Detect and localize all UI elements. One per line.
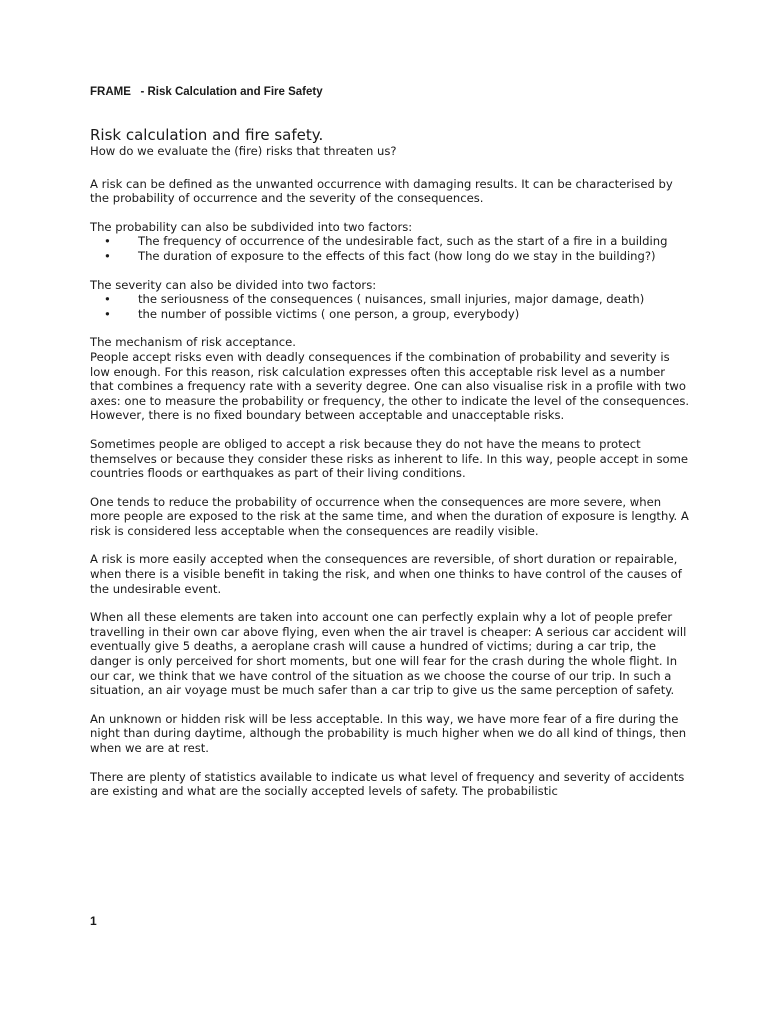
probability-intro: The probability can also be subdivided into two factors: xyxy=(90,219,413,234)
document-subtitle: How do we evaluate the (fire) risks that threaten us? xyxy=(90,144,397,158)
severity-intro: The severity can also be divided into two factors: xyxy=(90,277,377,292)
page-number: 1 xyxy=(90,914,97,928)
document-title: Risk calculation and fire safety. xyxy=(90,126,324,144)
paragraph-reduce-probability: One tends to reduce the probability of occurrence when the consequences are more severe, when more people are exposed to the risk at the same time, and when the duration of exposure is lengthy. A risk is considered less acceptable when the consequences are readily visible. xyxy=(90,494,689,538)
paragraph-definition: A risk can be defined as the unwanted occurrence with damaging results. It can be characterised by the probability of occurrence and the severity of the consequences. xyxy=(90,176,673,206)
section-heading-risk-acceptance: The mechanism of risk acceptance. xyxy=(90,335,296,350)
paragraph-hidden-risk: An unknown or hidden risk will be less acceptable. In this way, we have more fear of a fire during the night than during daytime, although the probability is much higher when we do all kind of things, then when we are at rest. xyxy=(90,711,687,755)
paragraph-risk-acceptance: People accept risks even with deadly consequences if the combination of probability and severity is low enough. For this reason, risk calculation expresses often this acceptable risk level as a number that combines a frequency rate with a severity degree. One can also visualise risk in a profile with two axes: one to measure the probability or frequency, the other to indicate the level of the consequences. However, there is no fixed boundary between acceptable and unacceptable risks. xyxy=(90,349,690,423)
list-item: • the seriousness of the consequences ( nuisances, small injuries, major damage, death) xyxy=(90,292,690,307)
severity-list xyxy=(90,292,690,321)
paragraph-obliged: Sometimes people are obliged to accept a risk because they do not have the means to protect themselves or because they consider these risks as inherent to life. In this way, people accept in some countries floods or earthquakes as part of their living conditions. xyxy=(90,436,689,481)
list-item: • The duration of exposure to the effects of this fact (how long do we stay in the building?) xyxy=(90,249,690,264)
paragraph-easily-accepted: A risk is more easily accepted when the consequences are reversible, of short duration or repairable, when there is a visible benefit in taking the risk, and when one thinks to have control of the causes of the undesirable event. xyxy=(90,552,682,596)
list-item: • The frequency of occurrence of the undesirable fact, such as the start of a fire in a building xyxy=(90,234,690,249)
paragraph-statistics: There are plenty of statistics available to indicate us what level of frequency and severity of accidents are existing and what are the socially accepted levels of safety. The probabilistic xyxy=(90,769,685,799)
probability-list xyxy=(90,234,690,263)
paragraph-car-vs-flight: When all these elements are taken into account one can perfectly explain why a lot of people prefer travelling in their own car above flying, even when the air travel is cheaper: A serious car accident will eventually give 5 deaths, a aeroplane crash will cause a hundred of victims; during a car trip, the danger is only perceived for short moments, but one will fear for the crash during the whole flight. In our car, we think that we have control of the situation as we choose the course of our trip. In such a situation, an air voyage must be much safer than a car trip to give us the same perception of safety. xyxy=(90,610,687,698)
document-body xyxy=(90,126,690,813)
page-header: FRAME - Risk Calculation and Fire Safety xyxy=(90,86,323,98)
list-item: • the number of possible victims ( one person, a group, everybody) xyxy=(90,307,690,322)
